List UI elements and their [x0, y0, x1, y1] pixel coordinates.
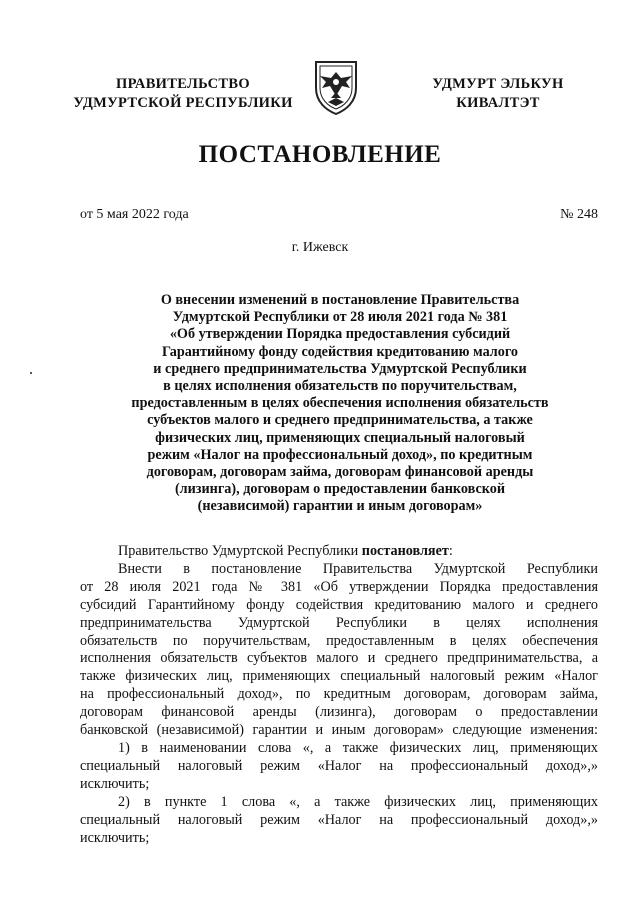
- body-line: специальный налоговый режим «Налог на профессиональный доход»,»: [80, 757, 598, 774]
- body-line: обязательств по поручительствам, предоставленным в целях обеспечения: [80, 632, 598, 649]
- body-line: банковской (независимой) гарантии и иным договорам» следующие изменения:: [80, 722, 598, 739]
- heading-line: предоставленным в целях обеспечения исполнения обязательств: [131, 395, 549, 412]
- header-right-line2: КИВАЛТЭТ: [456, 95, 540, 111]
- document-city: г. Ижевск: [291, 240, 349, 255]
- body-line: исполнения обязательств субъектов малого и среднего предпринимательства, а: [80, 650, 598, 667]
- body-line: на профессиональный доход», по кредитным договорам, договорам займа,: [80, 686, 598, 703]
- heading-line: физических лиц, применяющих специальный налоговый: [155, 429, 525, 446]
- body-line: 2) в пункте 1 слова «, а также физических лиц, применяющих: [118, 793, 598, 810]
- margin-mark: [30, 372, 32, 374]
- heading-line: режим «Налог на профессиональный доход», по кредитным: [147, 446, 533, 463]
- coat-of-arms-icon: [312, 58, 360, 116]
- body-line: исключить;: [80, 775, 150, 792]
- document-date: от 5 мая 2022 года: [80, 207, 189, 222]
- heading-line: Гарантийному фонду содействия кредитованию малого: [161, 343, 519, 360]
- header-right: [398, 75, 598, 113]
- heading-line: и среднего предпринимательства Удмуртской Республики: [153, 360, 527, 377]
- body-line: исключить;: [80, 829, 150, 846]
- intro-verb: постановляет: [361, 543, 449, 559]
- body-line: предпринимательства Удмуртской Республики в целях исполнения: [80, 614, 598, 631]
- header-left-line1: ПРАВИТЕЛЬСТВО: [116, 76, 250, 92]
- heading-line: (независимой) гарантии и иным договорам»: [197, 498, 483, 515]
- heading-line: в целях исполнения обязательств по поручительствам,: [163, 378, 517, 395]
- heading-line: субъектов малого и среднего предпринимательства, а также: [147, 412, 533, 429]
- document-body: [80, 543, 598, 847]
- heading-line: договорам, договорам займа, договорам финансовой аренды: [146, 464, 534, 481]
- document-title: ПОСТАНОВЛЕНИЕ: [198, 141, 442, 168]
- heading-line: «Об утверждении Порядка предоставления субсидий: [169, 326, 511, 343]
- header-left: [58, 75, 308, 113]
- body-line: Внести в постановление Правительства Удмуртской Республики: [118, 560, 598, 577]
- header-left-line2: УДМУРТСКОЙ РЕСПУБЛИКИ: [73, 95, 293, 111]
- document-heading: [80, 292, 600, 516]
- intro-suffix: :: [448, 543, 453, 559]
- document-number: № 248: [560, 207, 598, 222]
- intro-prefix: Правительство Удмуртской Республики: [118, 543, 362, 559]
- heading-line: О внесении изменений в постановление Правительства: [160, 292, 520, 308]
- body-line: также физических лиц, применяющих специальный налоговый режим «Налог: [80, 668, 598, 685]
- heading-line: (лизинга), договорам о предоставлении банковской: [174, 481, 506, 498]
- body-line: субсидий Гарантийному фонду содействия кредитованию малого и среднего: [80, 596, 598, 613]
- body-line: специальный налоговый режим «Налог на профессиональный доход»,»: [80, 811, 598, 828]
- body-line: 1) в наименовании слова «, а также физических лиц, применяющих: [118, 739, 598, 756]
- intro-line: [80, 543, 598, 561]
- heading-line: Удмуртской Республики от 28 июля 2021 года № 381: [172, 309, 508, 326]
- body-line: от 28 июля 2021 года № 381 «Об утверждении Порядка предоставления: [80, 578, 598, 595]
- header-right-line1: УДМУРТ ЭЛЬКУН: [432, 76, 564, 92]
- body-line: договорам финансовой аренды (лизинга), договорам о предоставлении: [80, 704, 598, 721]
